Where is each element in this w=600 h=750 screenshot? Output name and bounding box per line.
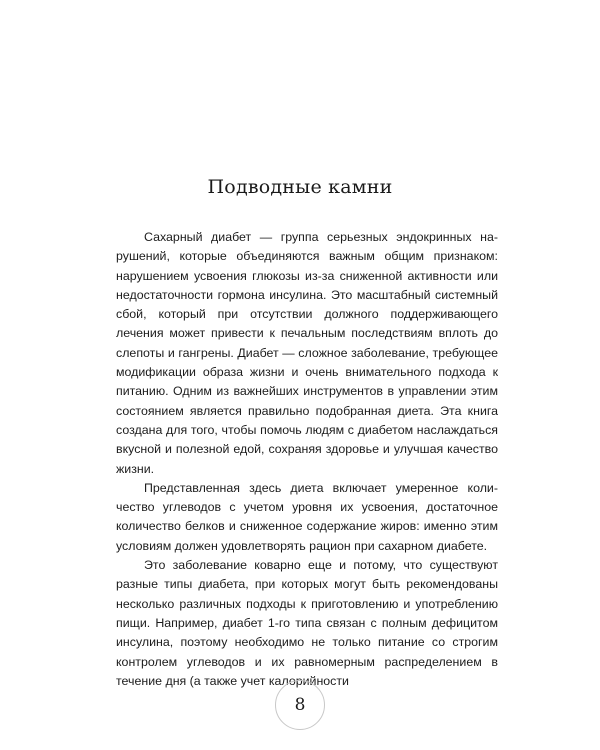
page-number: 8 [275,680,325,730]
paragraph-2: Представленная здесь диета включает умеренное количество углеводов с учетом уровня их усвоения, достаточное количество белков и сниженное содержание жиров: именно этим условиям должен удовлетворять рацион при сахарном диабете. [116,480,498,553]
chapter-title: Подводные камни [207,176,393,198]
paragraph-1: Сахарный диабет — группа серьезных эндокринных нарушений, которые объединяются важным общим признаком: нарушением усвоения глюкозы из-за сниженной активности или недостаточности гормона инсулина. Это масштабный системный сбой, который при отсутствии должного поддерживающего лечения может привести к печальным последствиям вплоть до слепоты и гангрены. Диабет — сложное заболевание, требующее модификации образа жизни и очень внимательного подхода к питанию. Одним из важнейших инструментов в управлении этим состоянием является правильно подобранная диета. Эта книга создана для того, чтобы помочь людям с диабетом наслаждаться вкусной и полезной едой, сохраняя здоровье и улучшая качество жизни. [116,230,498,476]
paragraph-3: Это заболевание коварно еще и потому, что существуют разные типы диабета, при которых могут быть рекомендованы несколько различных подходы к приготовлению и употреблению пищи. Например, диабет 1-го типа связан с полным дефицитом инсулина, поэтому необходимо не только питание со строгим контролем углеводов и их равномерным распределением в течение дня (а также учет калорийности [116,558,498,688]
body-text [116,228,498,691]
